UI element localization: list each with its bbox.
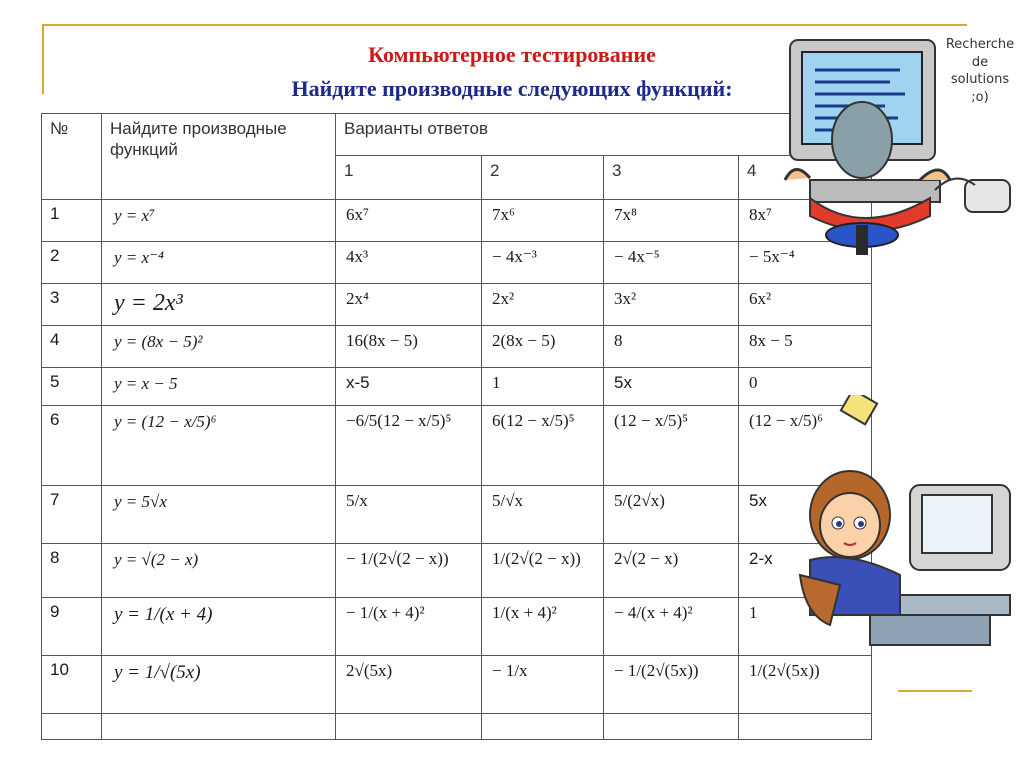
decor-line-bottom [898,690,972,692]
answer-option[interactable]: 2√(2 − x) [604,544,739,598]
page-subtitle: Найдите производные следующих функций: [291,76,733,101]
table-row [42,200,872,242]
table-row [42,544,872,598]
page-title: Компьютерное тестирование [368,42,656,67]
answer-option[interactable]: − 4x⁻⁵ [604,242,739,284]
function-cell: y = (12 − x/5)⁶ [102,406,336,486]
answer-option[interactable]: 5/√x [482,486,604,544]
answer-option[interactable]: 8 [604,326,739,368]
function-cell: y = 5√x [102,486,336,544]
function-cell: y = x − 5 [102,368,336,406]
derivatives-table [41,113,872,740]
function-cell: y = x⁻⁴ [102,242,336,284]
row-number: 2 [42,242,102,284]
function-cell: y = 2x³ [102,284,336,326]
answer-option[interactable]: 2√(5x) [336,656,482,714]
table-row-empty [42,714,872,740]
answer-option[interactable]: − 5x⁻⁴ [739,242,872,284]
answer-option[interactable]: 6(12 − x/5)⁵ [482,406,604,486]
answer-number-1: 1 [336,156,482,200]
answer-option[interactable]: − 1/(2√(5x)) [604,656,739,714]
answer-option[interactable]: 8x⁷ [739,200,872,242]
row-number: 5 [42,368,102,406]
header-function: Найдите производные функций [102,114,336,200]
answer-option[interactable]: 5x [739,486,872,544]
function-cell: y = (8x − 5)² [102,326,336,368]
answer-number-2: 2 [482,156,604,200]
answer-option[interactable]: − 1/(x + 4)² [336,598,482,656]
answer-option[interactable]: 1/(2√(2 − x)) [482,544,604,598]
answer-option[interactable]: 1/(2√(5x)) [739,656,872,714]
table-row [42,598,872,656]
answer-option[interactable]: 8x − 5 [739,326,872,368]
answer-option[interactable]: − 1/x [482,656,604,714]
answer-option[interactable]: 16(8x − 5) [336,326,482,368]
answer-option[interactable]: 1 [482,368,604,406]
answer-option[interactable]: 0 [739,368,872,406]
answer-number-4: 4 [739,156,872,200]
table-row [42,406,872,486]
answer-option[interactable]: 2x⁴ [336,284,482,326]
answer-option[interactable]: 7x⁸ [604,200,739,242]
row-number: 9 [42,598,102,656]
row-number: 3 [42,284,102,326]
row-number: 10 [42,656,102,714]
answer-option[interactable]: (12 − x/5)⁶ [739,406,872,486]
answer-option[interactable]: 2x² [482,284,604,326]
table-row [42,486,872,544]
function-cell: y = x⁷ [102,200,336,242]
answer-option[interactable]: 2-x [739,544,872,598]
answer-option[interactable]: 1 [739,598,872,656]
function-cell: y = 1/√(5x) [102,656,336,714]
answer-option[interactable]: 5x [604,368,739,406]
header-number: № [42,114,102,200]
decor-line-top [42,24,967,26]
answer-option[interactable]: 6x² [739,284,872,326]
answer-option[interactable]: 4x³ [336,242,482,284]
function-cell: y = 1/(x + 4) [102,598,336,656]
answer-option[interactable]: 1/(x + 4)² [482,598,604,656]
row-number: 1 [42,200,102,242]
answer-option[interactable]: − 4x⁻³ [482,242,604,284]
answer-option[interactable]: 5/x [336,486,482,544]
answer-option[interactable]: (12 − x/5)⁵ [604,406,739,486]
table-row [42,326,872,368]
table-row [42,242,872,284]
girl-computer-clipart [790,395,1020,655]
answer-option[interactable]: −6/5(12 − x/5)⁵ [336,406,482,486]
answer-option[interactable]: 3x² [604,284,739,326]
table-row [42,368,872,406]
clipart-caption: Recherche de solutions ;o) [945,37,1015,105]
answer-option[interactable]: x-5 [336,368,482,406]
answer-number-3: 3 [604,156,739,200]
answer-option[interactable]: 6x⁷ [336,200,482,242]
answer-option[interactable]: 5/(2√x) [604,486,739,544]
row-number: 6 [42,406,102,486]
table-row [42,656,872,714]
function-cell: y = √(2 − x) [102,544,336,598]
answer-option[interactable]: 7x⁶ [482,200,604,242]
answer-option[interactable]: − 4/(x + 4)² [604,598,739,656]
answer-option[interactable]: − 1/(2√(2 − x)) [336,544,482,598]
table-row [42,284,872,326]
row-number: 8 [42,544,102,598]
row-number: 7 [42,486,102,544]
header-answers: Варианты ответов [336,114,872,156]
answer-option[interactable]: 2(8x − 5) [482,326,604,368]
row-number: 4 [42,326,102,368]
